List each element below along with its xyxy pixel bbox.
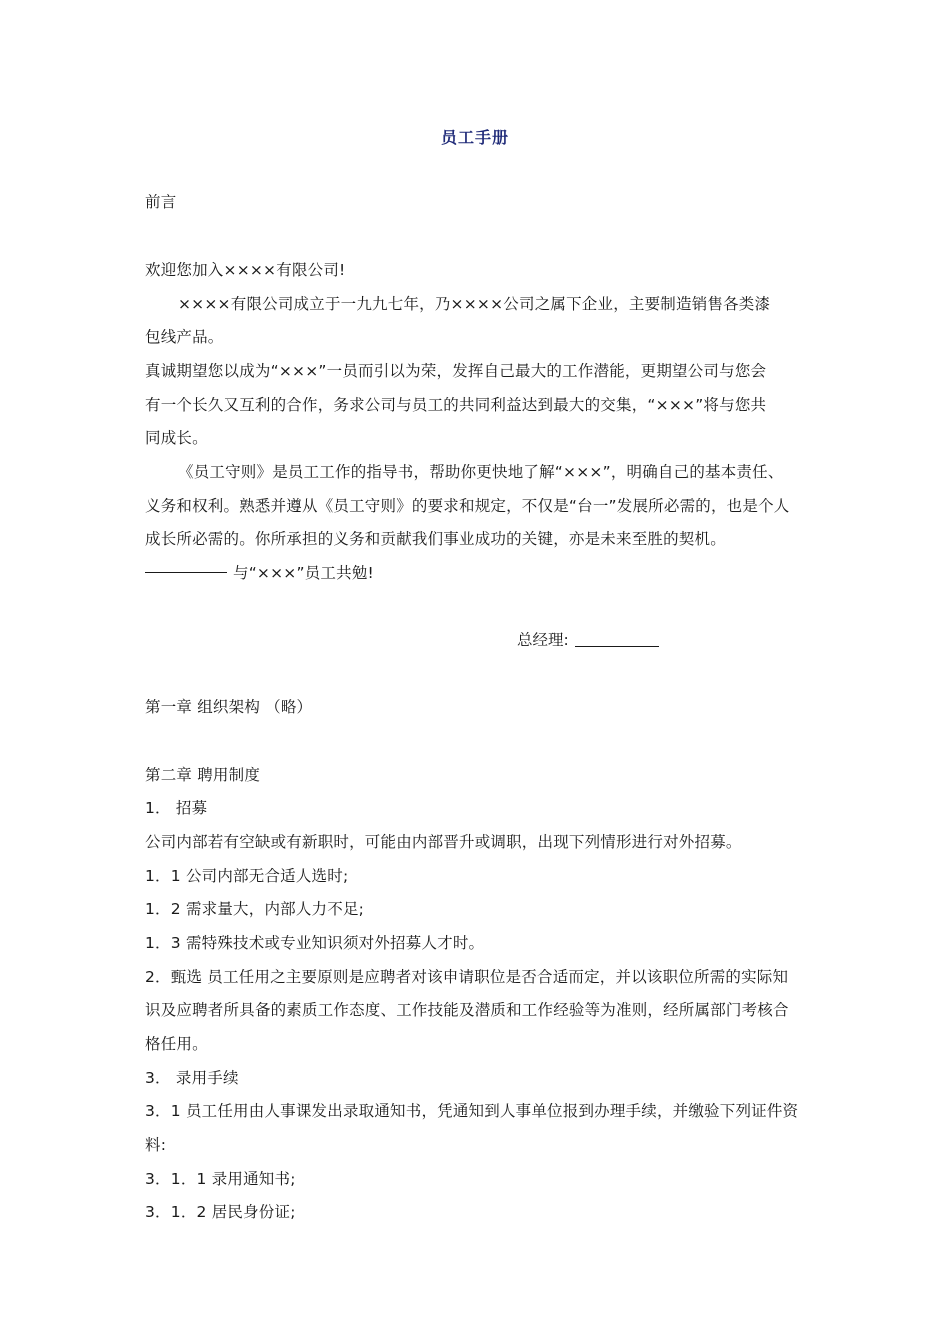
section-2-line: 识及应聘者所具备的素质工作态度、工作技能及潜质和工作经验等为准则，经所属部门考核合 [145,1001,789,1019]
section-3-heading: 3． 录用手续 [145,1069,239,1087]
hope-paragraph-line: 同成长。 [145,429,208,447]
guide-paragraph-line: 成长所必需的。你所承担的义务和贡献我们事业成功的关键，亦是未来至胜的契机。 [145,530,726,548]
document-title: 员工手册 [440,128,509,147]
list-item: 1．2 需求量大，内部人力不足; [145,900,365,918]
dash-rule [145,572,227,573]
signature-blank-line [575,646,659,647]
guide-paragraph-line: 义务和权利。熟悉并遵从《员工守则》的要求和规定，不仅是“台一”发展所必需的，也是个人 [145,497,790,515]
signature-block [517,630,659,650]
list-item: 1．3 需特殊技术或专业知识须对外招募人才时。 [145,934,485,952]
hope-paragraph-line: 有一个长久又互利的合作，务求公司与员工的共同利益达到最大的交集，“×××”将与您共 [145,396,767,414]
list-item: 3．1．2 居民身份证; [145,1203,296,1221]
section-3-1-line: 料: [145,1136,167,1154]
section-2-line: 2．甄选 员工任用之主要原则是应聘者对该申请职位是否合适而定，并以该职位所需的实际知 [145,968,789,986]
guide-paragraph-line: 《员工守则》是员工工作的指导书，帮助你更快地了解“×××”，明确自己的基本责任、 [178,463,784,481]
signature-label: 总经理: [517,631,569,649]
preface-heading: 前言 [145,193,177,211]
section-1-text: 公司内部若有空缺或有新职时，可能由内部晋升或调职，出现下列情形进行对外招募。 [145,833,742,851]
intro-paragraph-line: 包线产品。 [145,328,224,346]
welcome-text: 欢迎您加入××××有限公司! [145,261,346,279]
section-1-heading: 1． 招募 [145,799,208,817]
section-3-1-line: 3．1 员工任用由人事课发出录取通知书，凭通知到人事单位报到办理手续，并缴验下列证件资 [145,1102,799,1120]
motto-text: 与“×××”员工共勉! [233,564,374,582]
section-2-line: 格任用。 [145,1035,208,1053]
chapter-2-heading: 第二章 聘用制度 [145,766,261,784]
motto-line [145,563,835,583]
list-item: 1．1 公司内部无合适人选时; [145,867,349,885]
chapter-1-heading: 第一章 组织架构 （略） [145,698,313,716]
intro-paragraph-line: ××××有限公司成立于一九九七年，乃××××公司之属下企业，主要制造销售各类漆 [178,295,771,313]
hope-paragraph-line: 真诚期望您以成为“×××”一员而引以为荣，发挥自己最大的工作潜能，更期望公司与您会 [145,362,767,380]
list-item: 3．1．1 录用通知书; [145,1170,296,1188]
